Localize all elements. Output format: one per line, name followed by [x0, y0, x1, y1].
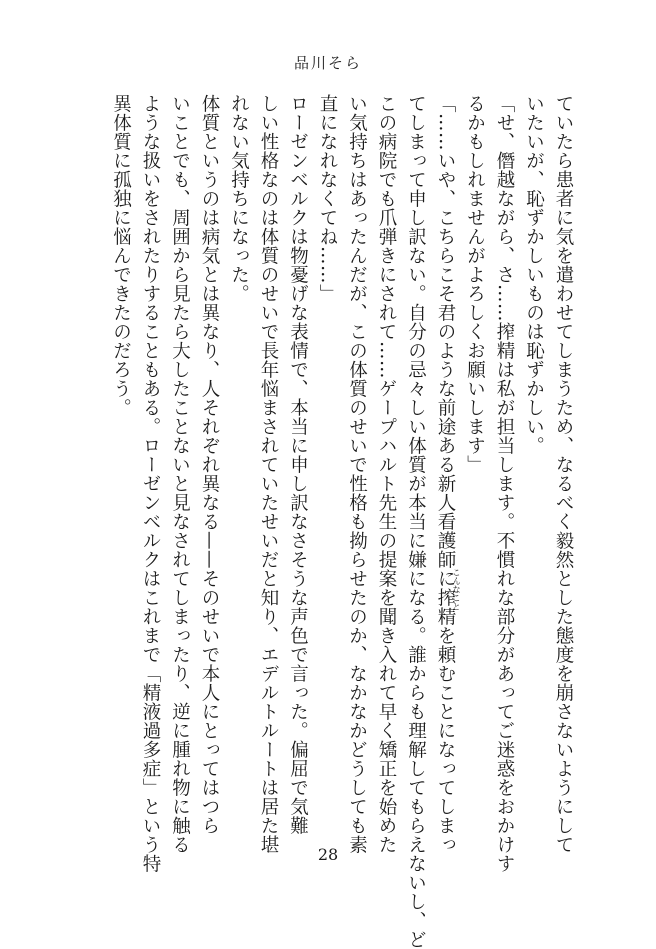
text-line: ような扱いをされたりすることもある。ローゼンベルクはこれまで「精液過多症」という特 [140, 94, 161, 873]
text-line: れない気持ちになった。 [228, 94, 250, 303]
text-line: 直になれなくてね……」 [317, 94, 338, 303]
text-line: いことでも、周囲から見たら大したことないと見なされてしまったり、逆に腫れ物に触る [169, 94, 191, 854]
running-header: 品川そら [293, 54, 362, 72]
text-line: てしまって申し訳ない。自分の忌々しい体質が本当に嫌になる。誰からも理解してもらえないし、ど [405, 94, 427, 949]
text-line: ていたら患者に気を遣わせてしまうため、なるべく毅然とした態度を崩さないようにして [553, 94, 574, 854]
text-line: 異体質に孤独に悩んできたのだろう。 [110, 94, 132, 417]
page-number: 28 [317, 845, 339, 864]
ruby-reading: こんなこと [450, 568, 461, 611]
text-line: 体質というのは病気とは異なり、人それぞれ異なる——そのせいで本人にとってはつら [199, 94, 220, 835]
text-line: いたいが、恥ずかしいものは恥ずかしい。 [523, 94, 545, 455]
text-line: 「せ、僭越ながら、さ……搾精は私が担当します。不慣れな部分があってご迷惑をおかけす [494, 94, 515, 873]
ruby-base: 搾精 [435, 588, 456, 626]
text-line-with-ruby [431, 94, 461, 854]
text-line: この病院でも爪弾きにされて……ゲープハルト先生の提案を聞き入れて早く矯正を始めた [376, 94, 397, 854]
text-line: るかもしれませんがよろしくお願いします」 [464, 94, 486, 474]
text-segment: を頼むことになってしまっ [435, 626, 456, 854]
text-line: しい性格なのは体質のせいで長年悩まされていたせいだと知り、エデルトルートは居た堪 [258, 94, 279, 854]
text-line: ローゼンベルクは物憂げな表情で、本当に申し訳なさそうな声色で言った。偏屈で気難 [287, 94, 309, 835]
text-segment: 「……いや、こちらこそ君のような前途ある新人看護師に [435, 94, 456, 588]
ruby-annotation [435, 568, 461, 626]
text-line: い気持ちはあったんだが、この体質のせいで性格も拗らせたのか、なかなかどうしても素 [346, 94, 368, 854]
